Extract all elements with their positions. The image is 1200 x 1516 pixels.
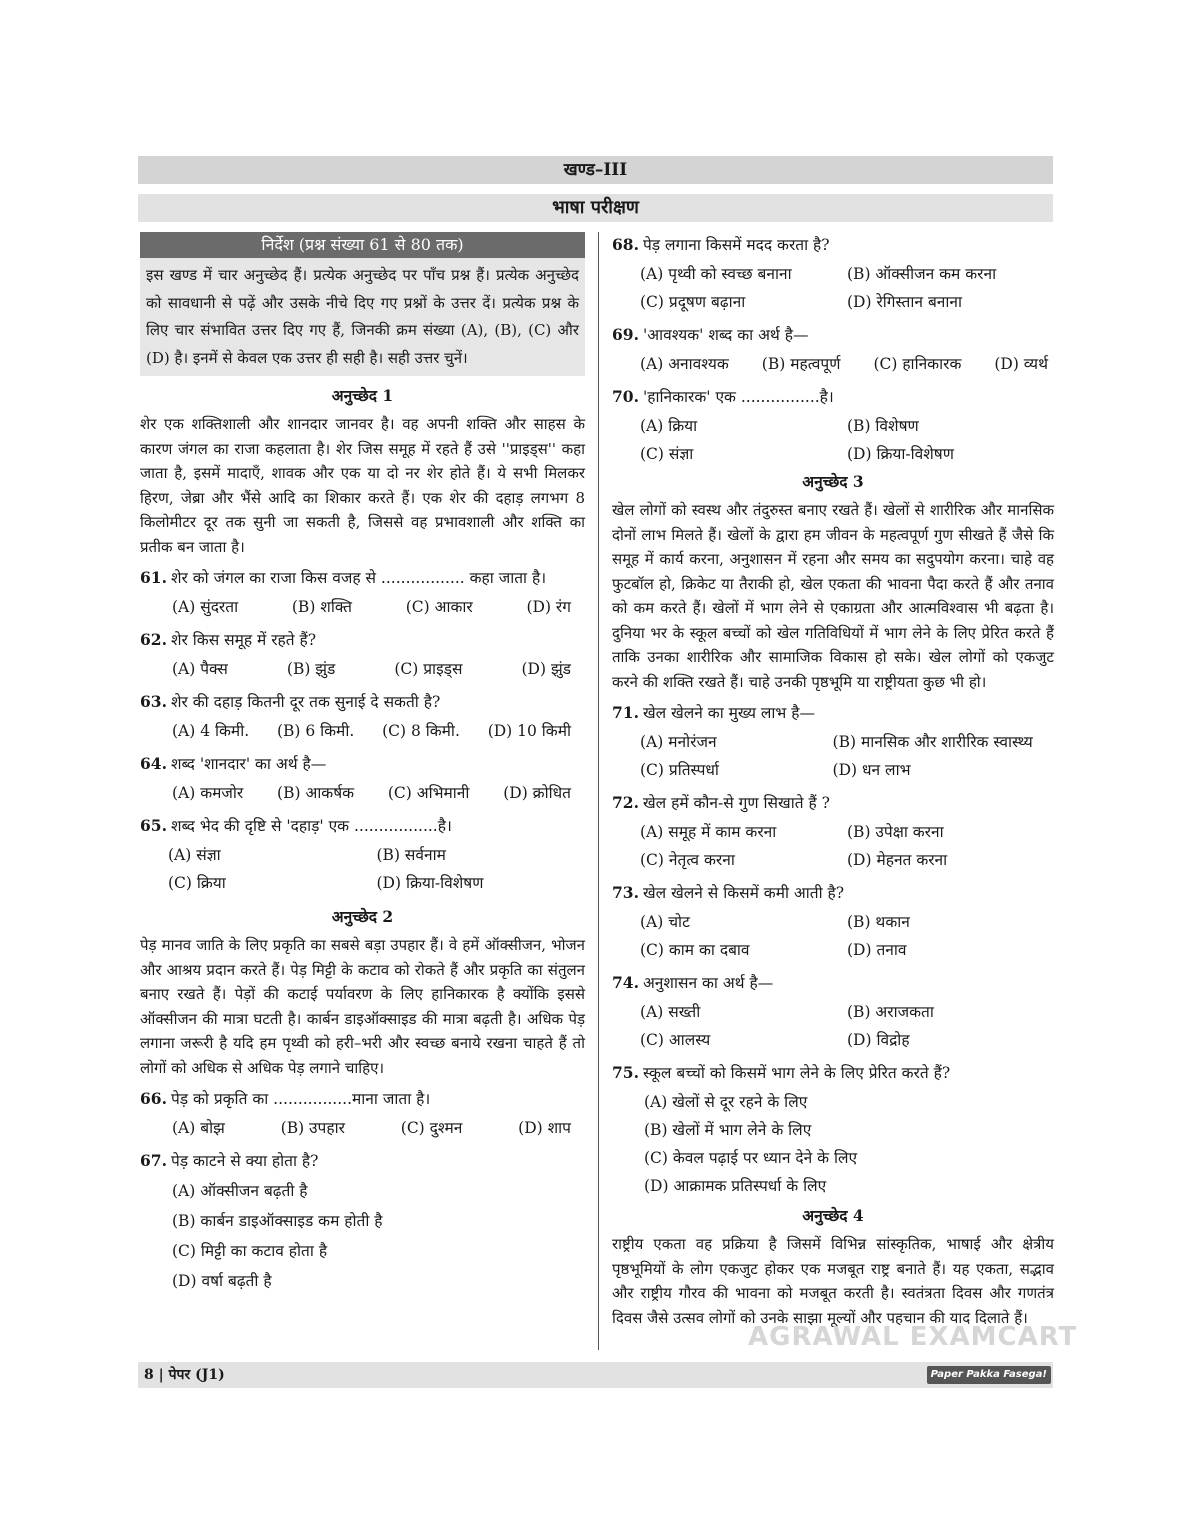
option: (B) शक्ति (291, 598, 352, 616)
section-title: खण्ड–III (138, 156, 1053, 184)
option: (A) अनावश्यक (640, 355, 729, 373)
passage-1-text: शेर एक शक्तिशाली और शानदार जानवर है। वह अपनी शक्ति और साहस के कारण जंगल का राजा कहलाता है। शेर जिस समूह में रहते हैं उसे ''प्राइड्स'' कहा जाता है, इसमें मादाएँ, शावक और एक या दो नर शेर होते हैं। ये सभी मिलकर हिरण, जेब्रा और भैंसे आदि का शिकार करते हैं। एक शेर की दहाड़ लगभग 8 किलोमीटर दूर तक सुनी जा सकती है, जिससे वह प्रभावशाली और शक्ति का प्रतीक बन जाता है। (140, 415, 585, 556)
option: (A) मनोरंजन (640, 733, 717, 751)
option: (C) आकार (405, 598, 473, 616)
option: (A) बोझ (172, 1119, 225, 1137)
question-72: 72. खेल हमें कौन-से गुण सिखाते हैं ? (612, 793, 830, 812)
option: (C) केवल पढ़ाई पर ध्यान देने के लिए (644, 1149, 858, 1167)
option: (B) खेलों में भाग लेने के लिए (644, 1121, 812, 1139)
option: (C) अभिमानी (387, 784, 470, 802)
question-74: 74. अनुशासन का अर्थ है— (612, 973, 774, 992)
option: (B) 6 किमी. (276, 722, 355, 740)
question-64: 64. शब्द 'शानदार' का अर्थ है— (140, 754, 327, 773)
question-67: 67. पेड़ काटने से क्या होता है? (140, 1151, 319, 1170)
question-75: 75. स्कूल बच्चों को किसमें भाग लेने के लिए प्रेरित करते हैं? (612, 1063, 951, 1082)
option: (C) दुश्मन (400, 1119, 463, 1137)
option: (C) 8 किमी. (382, 722, 460, 740)
question-71: 71. खेल खेलने का मुख्य लाभ है— (612, 703, 815, 722)
question-63: 63. शेर की दहाड़ कितनी दूर तक सुनाई दे सकती है? (140, 692, 441, 711)
left-column (140, 232, 585, 1296)
option: (D) तनाव (847, 941, 907, 959)
option: (D) मेहनत करना (847, 851, 948, 869)
option: (C) हानिकारक (873, 355, 962, 373)
passage-4-title: अनुच्छेद 4 (802, 1206, 864, 1225)
option: (B) महत्वपूर्ण (761, 355, 841, 373)
passage-3-text: खेल लोगों को स्वस्थ और तंदुरुस्त बनाए रखते हैं। खेलों से शारीरिक और मानसिक दोनों लाभ मिलते हैं। खेलों के द्वारा हम जीवन के महत्वपूर्ण गुण सीखते हैं जैसे कि समूह में कार्य करना, अनुशासन में रहना और समय का सदुपयोग करना। चाहे वह फुटबॉल हो, क्रिकेट या तैराकी हो, खेल एकता की भावना पैदा करते हैं और तनाव को कम करते हैं। खेलों में भाग लेने से एकाग्रता और आत्मविश्वास भी बढ़ता है। दुनिया भर के स्कूल बच्चों को खेल गतिविधियों में भाग लेने के लिए प्रेरित करते हैं ताकि उनका शारीरिक और सामाजिक विकास हो सके। खेल लोगों को एकजुट करने की शक्ति रखते हैं। चाहे उनकी पृष्ठभूमि या राष्ट्रीयता कुछ भी हो। (612, 501, 1054, 691)
question-65: 65. शब्द भेद की दृष्टि से 'दहाड़' एक .................है। (140, 816, 452, 835)
option: (D) क्रिया-विशेषण (847, 445, 954, 463)
option: (A) संज्ञा (168, 846, 221, 864)
directions-heading: निर्देश (प्रश्न संख्या 61 से 80 तक) (140, 232, 585, 258)
option: (A) पैक्स (172, 660, 228, 678)
question-67-options (140, 1176, 585, 1296)
option: (B) झुंड (286, 660, 336, 678)
question-69-options (612, 350, 1054, 378)
option: (C) नेतृत्व करना (640, 851, 735, 869)
option: (B) थकान (847, 913, 910, 931)
option: (A) सख्ती (640, 1003, 701, 1021)
option: (C) काम का दबाव (640, 941, 750, 959)
question-63-options (140, 717, 585, 745)
question-64-options (140, 779, 585, 807)
option: (A) खेलों से दूर रहने के लिए (644, 1093, 808, 1111)
option: (C) प्रदूषण बढ़ाना (640, 293, 746, 311)
passage-3-title: अनुच्छेद 3 (802, 472, 864, 491)
question-73: 73. खेल खेलने से किसमें कमी आती है? (612, 883, 845, 902)
option: (D) क्रोधित (503, 784, 571, 802)
right-column (612, 232, 1054, 1336)
option: (D) क्रिया-विशेषण (376, 874, 484, 892)
page-footer (138, 1362, 1053, 1388)
option: (D) झुंड (521, 660, 571, 678)
option: (B) मानसिक और शारीरिक स्वास्थ्य (832, 733, 1033, 751)
option: (A) ऑक्सीजन बढ़ती है (172, 1182, 308, 1200)
option: (B) कार्बन डाइऑक्साइड कम होती है (172, 1212, 383, 1230)
option: (B) विशेषण (847, 417, 919, 435)
option: (D) शाप (518, 1119, 571, 1137)
option: (A) समूह में काम करना (640, 823, 777, 841)
option: (C) प्रतिस्पर्धा (640, 761, 719, 779)
question-74-options (612, 998, 1054, 1054)
question-69: 69. 'आवश्यक' शब्द का अर्थ है— (612, 325, 809, 344)
option: (C) प्राइड्स (394, 660, 463, 678)
footer-tagline: Paper Pakka Fasega! (927, 1366, 1051, 1384)
option: (A) 4 किमी. (172, 722, 250, 740)
option: (B) ऑक्सीजन कम करना (847, 265, 997, 283)
question-71-options (612, 728, 1054, 784)
option: (D) 10 किमी (487, 722, 571, 740)
option: (B) सर्वनाम (376, 846, 446, 864)
option: (B) उपेक्षा करना (847, 823, 944, 841)
option: (D) विद्रोह (847, 1031, 910, 1049)
question-62: 62. शेर किस समूह में रहते हैं? (140, 630, 317, 649)
question-66: 66. पेड़ को प्रकृति का ................माना जाता है। (140, 1089, 431, 1108)
question-68: 68. पेड़ लगाना किसमें मदद करता है? (612, 235, 830, 254)
question-66-options (140, 1114, 585, 1142)
question-61: 61. शेर को जंगल का राजा किस वजह से ................. कहा जाता है। (140, 568, 547, 587)
question-73-options (612, 908, 1054, 964)
watermark-logo: AGRAWAL EXAMCART (748, 1322, 1078, 1352)
option: (D) रंग (526, 598, 571, 616)
option: (D) धन लाभ (832, 761, 911, 779)
question-70: 70. 'हानिकारक' एक ................है। (612, 387, 834, 406)
passage-2-title: अनुच्छेद 2 (331, 907, 394, 926)
page-number: 8 | पेपर (J1) (144, 1367, 225, 1383)
passage-2-text: पेड़ मानव जाति के लिए प्रकृति का सबसे बड़ा उपहार हैं। वे हमें ऑक्सीजन, भोजन और आश्रय प्रदान करते हैं। पेड़ मिट्टी के कटाव को रोकते हैं और प्रकृति का संतुलन बनाए रखते हैं। पेड़ों की कटाई पर्यावरण के लिए हानिकारक है क्योंकि इससे ऑक्सीजन की मात्रा घटती है। कार्बन डाइऑक्साइड की मात्रा बढ़ती है। अधिक पेड़ लगाना जरूरी है यदि हम पृथ्वी को हरी–भरी और स्वच्छ बनाये रखना चाहते हैं तो लोगों को अधिक से अधिक पेड़ लगाने चाहिए। (140, 936, 585, 1077)
option: (B) अराजकता (847, 1003, 934, 1021)
question-72-options (612, 818, 1054, 874)
option: (A) कमजोर (172, 784, 244, 802)
option: (D) वर्षा बढ़ती है (172, 1272, 272, 1290)
option: (D) आक्रामक प्रतिस्पर्धा के लिए (644, 1177, 827, 1195)
option: (C) संज्ञा (640, 445, 694, 463)
section-subtitle: भाषा परीक्षण (138, 194, 1053, 222)
option: (B) उपहार (280, 1119, 345, 1137)
option: (D) व्यर्थ (994, 355, 1048, 373)
option: (D) रेगिस्तान बनाना (847, 293, 963, 311)
column-divider (598, 232, 599, 1350)
option: (C) क्रिया (168, 874, 226, 892)
option: (A) क्रिया (640, 417, 698, 435)
question-65-options (140, 841, 585, 897)
question-75-options (612, 1088, 1054, 1200)
passage-1-title: अनुच्छेद 1 (331, 386, 394, 405)
option: (C) आलस्य (640, 1031, 711, 1049)
question-70-options (612, 412, 1054, 468)
option: (A) चोट (640, 913, 690, 931)
question-68-options (612, 260, 1054, 316)
question-62-options (140, 655, 585, 683)
option: (C) मिट्टी का कटाव होता है (172, 1242, 328, 1260)
option: (A) सुंदरता (172, 598, 239, 616)
option: (B) आकर्षक (277, 784, 355, 802)
option: (A) पृथ्वी को स्वच्छ बनाना (640, 265, 792, 283)
directions-text: इस खण्ड में चार अनुच्छेद हैं। प्रत्येक अनुच्छेद पर पाँच प्रश्न हैं। प्रत्येक अनुच्छेद को सावधानी से पढ़ें और उसके नीचे दिए गए प्रश्नों के उत्तर दें। प्रत्येक प्रश्न के लिए चार संभावित उत्तर दिए गए हैं, जिनकी क्रम संख्या (A), (B), (C) और (D) है। इनमें से केवल एक उत्तर ही सही है। सही उत्तर चुनें। (140, 258, 585, 376)
question-61-options (140, 593, 585, 621)
passage-4-text: राष्ट्रीय एकता वह प्रक्रिया है जिसमें विभिन्न सांस्कृतिक, भाषाई और क्षेत्रीय पृष्ठभूमियों के लोग एकजुट होकर एक मजबूत राष्ट्र बनाते हैं। यह एकता, सद्भाव और राष्ट्रीय गौरव की भावना को मजबूत करती है। स्वतंत्रता दिवस और गणतंत्र दिवस जैसे उत्सव लोगों को उनके साझा मूल्यों और पहचान की याद दिलाते हैं। (612, 1235, 1054, 1327)
